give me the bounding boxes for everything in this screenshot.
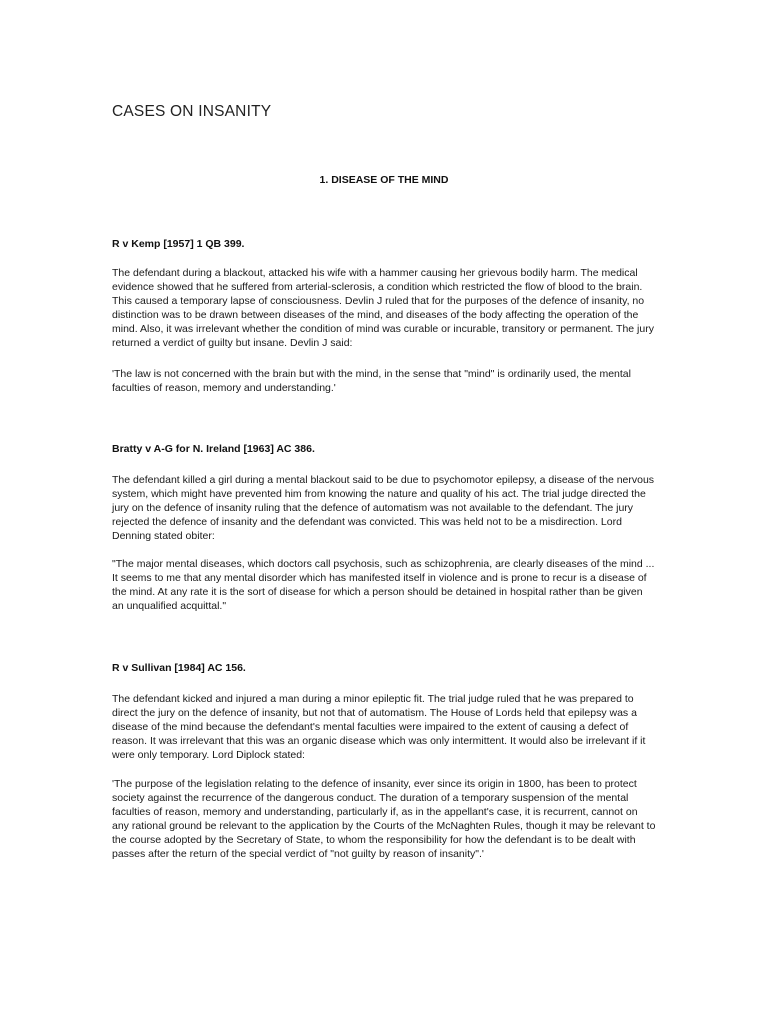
case-title-sullivan: R v Sullivan [1984] AC 156. <box>112 662 246 674</box>
case-quote-kemp: 'The law is not concerned with the brain but with the mind, in the sense that "mind" is ordinarily used, the mental faculties of reason, memory and understanding.' <box>112 368 631 394</box>
case-facts-kemp: The defendant during a blackout, attacked his wife with a hammer causing her grievous bodily harm. The medical evidence showed that he suffered from arterial-sclerosis, a condition which restricted the flow of blood to the brain. This caused a temporary lapse of consciousness. Devlin J ruled that for the purposes of the defence of insanity, no distinction was to be drawn between diseases of the mind, and diseases of the body affecting the operation of the mind. Also, it was irrelevant whether the condition of mind was curable or incurable, transitory or permanent. The jury returned a verdict of guilty but insane. Devlin J said: <box>112 267 654 349</box>
section-heading <box>0 174 768 186</box>
case-quote-sullivan: 'The purpose of the legislation relating to the defence of insanity, ever since its origin in 1800, has been to protect society against the recurrence of the dangerous conduct. The duration of a temporary suspension of the mental faculties of reason, memory and understanding, particularly if, as in the appellant's case, it is recurrent, cannot on any rational ground be relevant to the application by the Courts of the McNaghten Rules, though it may be relevant to the course adopted by the Secretary of State, to whom the responsibility for how the defendant is to be dealt with passes after the return of the special verdict of "not guilty by reason of insanity".' <box>112 778 656 860</box>
document-title: CASES ON INSANITY <box>112 103 272 120</box>
case-title-bratty: Bratty v A-G for N. Ireland [1963] AC 386. <box>112 443 315 455</box>
case-facts-bratty: The defendant killed a girl during a mental blackout said to be due to psychomotor epilepsy, a disease of the nervous system, which might have prevented him from knowing the nature and quality of his act. The trial judge directed the jury on the defence of insanity ruling that the defence of automatism was not available to the defendant. The jury rejected the defence of insanity and the defendant was convicted. This was held not to be a misdirection. Lord Denning stated obiter: <box>112 474 655 542</box>
case-title-kemp: R v Kemp [1957] 1 QB 399. <box>112 238 245 250</box>
case-facts-sullivan: The defendant kicked and injured a man during a minor epileptic fit. The trial judge ruled that he was prepared to direct the jury on the defence of insanity, but not that of automatism. The House of Lords held that epilepsy was a disease of the mind because the defendant's mental faculties were impaired to the extent of causing a defect of reason. It was irrelevant that this was an organic disease which was only intermittent. It would also be irrelevant if it were only temporary. Lord Diplock stated: <box>112 693 646 761</box>
case-quote-bratty: "The major mental diseases, which doctors call psychosis, such as schizophrenia, are clearly diseases of the mind ... It seems to me that any mental disorder which has manifested itself in violence and is prone to recur is a disease of the mind. At any rate it is the sort of disease for which a person should be detained in hospital rather than be given an unqualified acquittal." <box>112 558 655 612</box>
section-heading-text: 1. DISEASE OF THE MIND <box>319 174 449 186</box>
